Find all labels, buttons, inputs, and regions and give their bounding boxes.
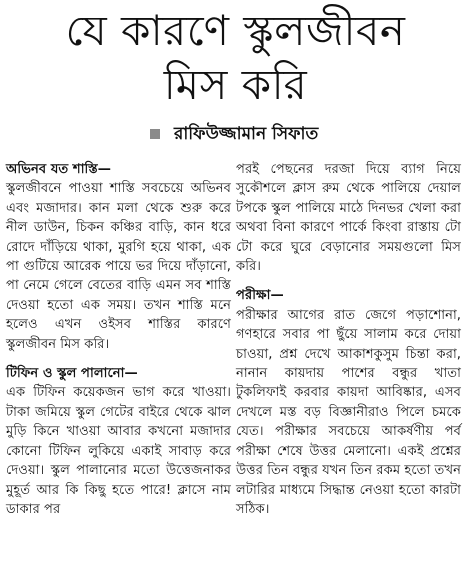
section-tiffin-continued [236, 160, 461, 276]
square-bullet-icon [150, 129, 160, 139]
section-text: এক টিফিন কয়েকজন ভাগ করে খাওয়া। টাকা জমিয়ে স্কুল গেটের বাইরে থেকে ঝাল মুড়ি কিনে খাওয়া আবার কখনো মজাদার কোনো টিফিন লুকিয়ে একাই সাবাড় করে দেওয়া। স্কুল পালানোর মতো উত্তেজনাকর মুহূর্ত আর কি কিছু হতে পারে! ক্লাসে নাম ডাকার পর [6, 385, 231, 517]
headline-line-2: মিস করি [163, 60, 308, 109]
left-column [6, 160, 231, 529]
article-headline [0, 4, 471, 112]
author-name: রাফিউজ্জামান সিফাত [174, 124, 319, 144]
section-text: পরই পেছনের দরজা দিয়ে ব্যাগ নিয়ে সুকৌশলে ক্লাস রুম থেকে পালিয়ে দেয়াল টপকে স্কুল পালিয়ে মাঠে দিনভর খেলা করা অথবা বিনা কারণে পার্কে কিংবা রাস্তায় টো টো করে ঘুরে বেড়ানোর সময়গুলো মিস করি। [236, 162, 461, 275]
section-text: স্কুলজীবনে পাওয়া শাস্তি সবচেয়ে অভিনব এবং মজাদার। কান মলা থেকে শুরু করে নীল ডাউন, চিকন কঞ্চির বাড়ি, কান ধরে রোদে দাঁড়িয়ে থাকা, মুরগি হয়ে থাকা, এক পা গুটিয়ে আরেক পায়ে ভর দিয়ে দাঁড়ানো, পা নেমে গেলে বেতের বাড়ি এমন সব শাস্তি দেওয়া হতো এক সময়। তখন শাস্তি মনে হলেও এখন ওইসব শাস্তির কারণে স্কুলজীবন মিস করি। [6, 181, 231, 352]
section-exam [236, 286, 461, 519]
section-text: পরীক্ষার আগের রাত জেগে পড়াশোনা, গণহারে সবার পা ছুঁয়ে সালাম করে দোয়া চাওয়া, প্রশ্ন দেখে আকাশকুসুম চিন্তা করা, নানান কায়দায় পাশের বন্ধুর খাতা টুকলিফাই করবার কায়দা আবিষ্কার, এসব দেখলে মস্ত বড় বিজ্ঞানীরাও পিলে চমকে যেত। পরীক্ষার সবচেয়ে আকর্ষণীয় পর্ব পরীক্ষা শেষে উত্তর মেলানো। একই প্রশ্নের উত্তর তিন বন্ধুর যখন তিন রকম হতো তখন লটারির মাধ্যমে সিদ্ধান্ত নেওয়া হতো কারটা সঠিক। [236, 307, 461, 517]
section-title: পরীক্ষা— [236, 288, 284, 304]
section-punishment [6, 160, 231, 354]
headline-line-1: যে কারণে স্কুলজীবন [65, 6, 406, 55]
byline [150, 124, 318, 144]
section-title: টিফিন ও স্কুল পালানো— [6, 366, 138, 382]
right-column [236, 160, 461, 529]
section-title: অভিনব যত শাস্তি— [6, 162, 111, 177]
section-tiffin [6, 364, 231, 519]
